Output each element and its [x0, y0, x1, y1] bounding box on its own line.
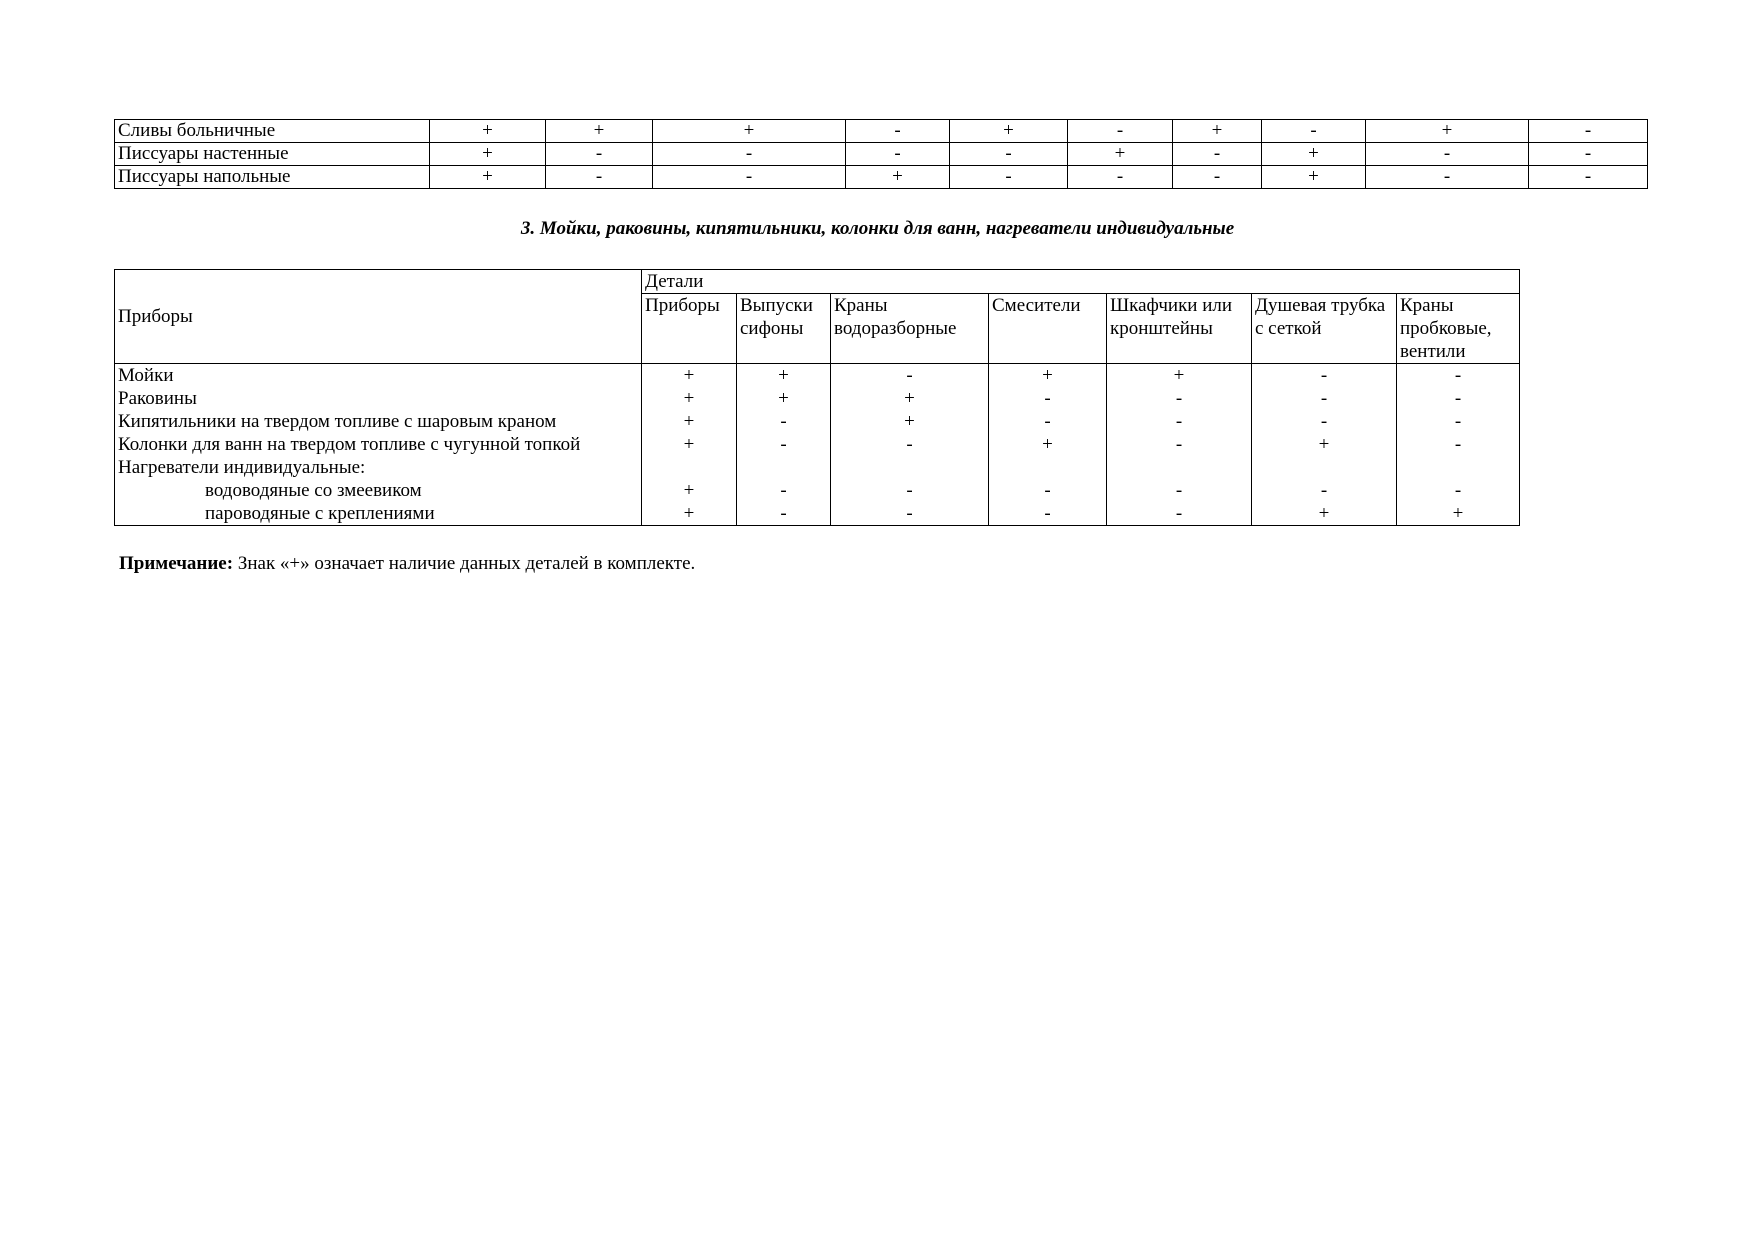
table-cell: -: [546, 166, 653, 189]
table-cell: +: [430, 120, 546, 143]
column-header: Душевая трубка с сеткой: [1252, 294, 1397, 364]
table-cell: -: [1107, 502, 1252, 526]
table-cell: [831, 456, 989, 479]
column-header: Шкафчики или кронштейны: [1107, 294, 1252, 364]
table-row: [115, 166, 1648, 189]
row-name: Писсуары напольные: [115, 166, 430, 189]
table-cell: -: [1107, 479, 1252, 502]
table-row: [115, 364, 1520, 388]
note: [119, 553, 695, 575]
table-cell: -: [1397, 387, 1520, 410]
table-cell: -: [846, 120, 950, 143]
table-cell: +: [1397, 502, 1520, 526]
row-name: Нагреватели индивидуальные:: [115, 456, 642, 479]
column-header: Краны пробковые, вентили: [1397, 294, 1520, 364]
table-cell: -: [737, 479, 831, 502]
table-cell: +: [546, 120, 653, 143]
table-cell: -: [1262, 120, 1366, 143]
note-label: Примечание:: [119, 553, 234, 574]
table-cell: -: [950, 143, 1068, 166]
table-cell: -: [1252, 364, 1397, 388]
table-cell: +: [1173, 120, 1262, 143]
table-cell: -: [1366, 166, 1529, 189]
table-row: [115, 410, 1520, 433]
table-cell: +: [642, 502, 737, 526]
table-cell: [1107, 456, 1252, 479]
table-cell: +: [430, 143, 546, 166]
table-cell: -: [1529, 120, 1648, 143]
table-cell: -: [1107, 433, 1252, 456]
table-cell: -: [831, 364, 989, 388]
table-cell: +: [846, 166, 950, 189]
column-header: Приборы: [642, 294, 737, 364]
table-cell: -: [1068, 166, 1173, 189]
note-text: Знак «+» означает наличие данных деталей в комплекте.: [233, 553, 696, 574]
row-name: Кипятильники на твердом топливе с шаровым краном: [115, 410, 642, 433]
section-title: 3. Мойки, раковины, кипятильники, колонки для ванн, нагреватели индивидуальные: [520, 218, 1235, 239]
row-name: водоводяные со змеевиком: [115, 479, 642, 502]
table-cell: -: [950, 166, 1068, 189]
table-cell: +: [831, 387, 989, 410]
table-cell: -: [989, 479, 1107, 502]
table-row: [115, 143, 1648, 166]
table-cell: -: [1397, 410, 1520, 433]
table-cell: -: [737, 410, 831, 433]
details-table: [114, 269, 1520, 526]
table-cell: +: [653, 120, 846, 143]
table-cell: -: [989, 410, 1107, 433]
table-cell: +: [1252, 433, 1397, 456]
table-cell: +: [1262, 166, 1366, 189]
table-row: [115, 120, 1648, 143]
table-cell: +: [831, 410, 989, 433]
row-name: Писсуары настенные: [115, 143, 430, 166]
table-cell: +: [642, 387, 737, 410]
row-name: Мойки: [115, 364, 642, 388]
table-cell: -: [989, 387, 1107, 410]
table-cell: +: [737, 387, 831, 410]
table-cell: +: [1262, 143, 1366, 166]
table-cell: -: [1252, 479, 1397, 502]
table-cell: +: [989, 433, 1107, 456]
table-row: [115, 479, 1520, 502]
table-cell: +: [430, 166, 546, 189]
table-cell: -: [653, 166, 846, 189]
column-header: Краны водоразборные: [831, 294, 989, 364]
table-cell: [737, 456, 831, 479]
table-cell: +: [1366, 120, 1529, 143]
header-devices: Приборы: [115, 270, 642, 364]
header-details: Детали: [642, 270, 1520, 294]
table-cell: -: [1252, 387, 1397, 410]
table-cell: +: [989, 364, 1107, 388]
table-cell: -: [1397, 479, 1520, 502]
table-cell: -: [653, 143, 846, 166]
table-cell: +: [642, 410, 737, 433]
table-cell: -: [1173, 143, 1262, 166]
table-cell: +: [1252, 502, 1397, 526]
table-row: [115, 387, 1520, 410]
table-row: [115, 456, 1520, 479]
row-name: Сливы больничные: [115, 120, 430, 143]
table-cell: -: [1107, 410, 1252, 433]
column-header: Выпуски сифоны: [737, 294, 831, 364]
table-row: [115, 502, 1520, 526]
fixtures-table-part: [114, 119, 1648, 189]
table-cell: -: [831, 502, 989, 526]
table-cell: -: [846, 143, 950, 166]
row-name: Раковины: [115, 387, 642, 410]
table-cell: +: [642, 364, 737, 388]
table-cell: -: [1252, 410, 1397, 433]
table-cell: +: [950, 120, 1068, 143]
table-cell: -: [831, 479, 989, 502]
table-cell: -: [1529, 166, 1648, 189]
table-cell: -: [989, 502, 1107, 526]
row-name: пароводяные с креплениями: [115, 502, 642, 526]
table-cell: [1397, 456, 1520, 479]
table-cell: -: [737, 502, 831, 526]
table-cell: -: [1068, 120, 1173, 143]
table-cell: +: [642, 433, 737, 456]
table-cell: -: [1397, 364, 1520, 388]
table-cell: +: [1107, 364, 1252, 388]
table-cell: -: [1366, 143, 1529, 166]
table-cell: -: [1107, 387, 1252, 410]
table-cell: -: [1173, 166, 1262, 189]
table-cell: -: [1397, 433, 1520, 456]
table-cell: -: [546, 143, 653, 166]
table-cell: -: [737, 433, 831, 456]
table-cell: +: [1068, 143, 1173, 166]
table-cell: +: [737, 364, 831, 388]
table-cell: +: [642, 479, 737, 502]
table-cell: -: [831, 433, 989, 456]
table-cell: [989, 456, 1107, 479]
table-cell: [642, 456, 737, 479]
table-row: [115, 433, 1520, 456]
table-cell: [1252, 456, 1397, 479]
column-header: Смесители: [989, 294, 1107, 364]
row-name: Колонки для ванн на твердом топливе с чугунной топкой: [115, 433, 642, 456]
table-cell: -: [1529, 143, 1648, 166]
